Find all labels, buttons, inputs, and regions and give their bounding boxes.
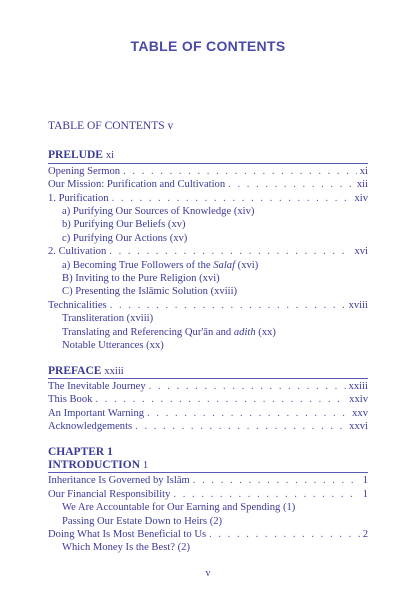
- toc-entry: [48, 192, 368, 205]
- toc-entry-page: xviii: [348, 299, 368, 311]
- toc-entry-page: xxvi: [349, 421, 368, 433]
- section-subtitle-text: INTRODUCTION: [48, 458, 141, 471]
- toc-entry: [48, 259, 368, 272]
- toc-entry-text: This Book: [48, 394, 93, 406]
- toc-entry-text: C) Presenting the Islāmic Solution (xviii): [62, 286, 238, 298]
- toc-entry-text: Translating and Referencing Qur'ān and: [62, 326, 234, 338]
- toc-entry: [48, 474, 368, 487]
- toc-entry-text: Doing What Is Most Beneficial to Us: [48, 528, 207, 540]
- section-title: [48, 365, 368, 378]
- toc-entry-page: 1: [362, 475, 368, 487]
- dot-leader: [95, 393, 346, 406]
- dot-leader: [228, 178, 354, 191]
- section-rule: [48, 378, 368, 379]
- section-rule: [48, 472, 368, 473]
- toc-entry: [48, 165, 368, 178]
- toc-entry-text: a) Becoming True Followers of the: [62, 259, 214, 271]
- toc-entry-text-after: (xx): [255, 326, 276, 338]
- toc-entry-text: Transliteration (xviii): [62, 313, 154, 325]
- toc-entry-page: 1: [362, 488, 368, 500]
- dot-leader: [193, 474, 360, 487]
- toc-entry-text: Which Money Is the Best? (2): [62, 542, 190, 554]
- toc-entry: [48, 218, 368, 231]
- section-subtitle: [48, 459, 368, 472]
- toc-entry: [48, 205, 368, 218]
- toc-entry-text: a) Purifying Our Sources of Knowledge (xiv): [62, 206, 255, 218]
- dot-leader: [109, 245, 351, 258]
- toc-entry: [48, 420, 368, 433]
- toc-entry-text: 2. Cultivation: [48, 246, 107, 258]
- toc-entry: [48, 232, 368, 245]
- section-title-text: PRELUDE: [48, 149, 103, 162]
- toc-entry: [48, 393, 368, 406]
- toc-entry-text-after: (xvi): [235, 259, 259, 271]
- toc-entry: [48, 515, 368, 528]
- dot-leader: [110, 299, 346, 312]
- toc-entry-text: c) Purifying Our Actions (xv): [62, 232, 188, 244]
- page-title: TABLE OF CONTENTS: [130, 38, 286, 54]
- toc-entry: [48, 541, 368, 554]
- toc-section: [48, 365, 368, 434]
- toc-entry: [48, 245, 368, 258]
- toc-entry: [48, 178, 368, 191]
- toc-entry: [48, 380, 368, 393]
- toc-sections: [48, 149, 368, 554]
- toc-entry-text: Our Financial Responsibility: [48, 488, 171, 500]
- section-title: [48, 149, 368, 162]
- dot-leader: [135, 420, 346, 433]
- section-page: xi: [105, 150, 115, 162]
- toc-entry: [48, 285, 368, 298]
- section-title-text: CHAPTER 1: [48, 445, 113, 458]
- toc-entry-text: Passing Our Estate Down to Heirs (2): [62, 515, 223, 527]
- toc-entry: [48, 501, 368, 514]
- toc-heading-title: TABLE OF CONTENTS: [48, 120, 165, 132]
- toc-entry-page: xi: [359, 165, 368, 177]
- toc-heading: [48, 120, 368, 133]
- dot-leader: [112, 192, 352, 205]
- dot-leader: [173, 488, 359, 501]
- section-page: xxiii: [104, 365, 124, 377]
- toc-entry-text: B) Inviting to the Pure Religion (xvi): [62, 273, 220, 285]
- toc-entry: [48, 312, 368, 325]
- toc-section: [48, 446, 368, 555]
- toc-entry-page: xvi: [354, 246, 368, 258]
- toc-entry-italic: adith: [233, 326, 256, 338]
- toc-entry-text: Acknowledgements: [48, 421, 133, 433]
- toc-entry: [48, 339, 368, 352]
- toc-entry: [48, 272, 368, 285]
- toc-entry-text: Opening Sermon: [48, 165, 121, 177]
- toc-entry-text: Notable Utterances (xx): [62, 340, 164, 352]
- toc-entry-text: The Inevitable Journey: [48, 380, 146, 392]
- toc-entry-italic: Salaf: [213, 259, 236, 271]
- toc-section: [48, 149, 368, 352]
- toc-entry-page: xii: [356, 179, 368, 191]
- section-rule: [48, 163, 368, 164]
- toc-entry: [48, 407, 368, 420]
- toc-entry-text: b) Purifying Our Beliefs (xv): [62, 219, 186, 231]
- dot-leader: [149, 380, 346, 393]
- toc-entry-text: 1. Purification: [48, 192, 109, 204]
- toc-entry-text: Technicalities: [48, 299, 107, 311]
- page-number: v: [205, 568, 211, 579]
- toc-entry: [48, 528, 368, 541]
- toc-entry: [48, 299, 368, 312]
- section-page: 1: [142, 459, 149, 471]
- toc-entry-text: Inheritance Is Governed by Islām: [48, 475, 190, 487]
- toc-entry-page: 2: [362, 528, 368, 540]
- dot-leader: [147, 407, 349, 420]
- section-title-text: PREFACE: [48, 364, 102, 377]
- toc-heading-page: v: [167, 120, 174, 132]
- toc-entry-text: An Important Warning: [48, 407, 145, 419]
- toc-container: [48, 120, 368, 555]
- toc-entry-page: xxiv: [349, 394, 368, 406]
- toc-entry-page: xxiii: [348, 380, 368, 392]
- section-title: [48, 446, 368, 459]
- toc-entry-page: xxv: [352, 407, 368, 419]
- dot-leader: [123, 165, 357, 178]
- toc-entry-page: xiv: [354, 192, 368, 204]
- toc-entry-text: Our Mission: Purification and Cultivation: [48, 179, 226, 191]
- dot-leader: [209, 528, 360, 541]
- toc-entry-text: We Are Accountable for Our Earning and Spending (1): [62, 502, 296, 514]
- toc-entry: [48, 488, 368, 501]
- toc-entry: [48, 326, 368, 339]
